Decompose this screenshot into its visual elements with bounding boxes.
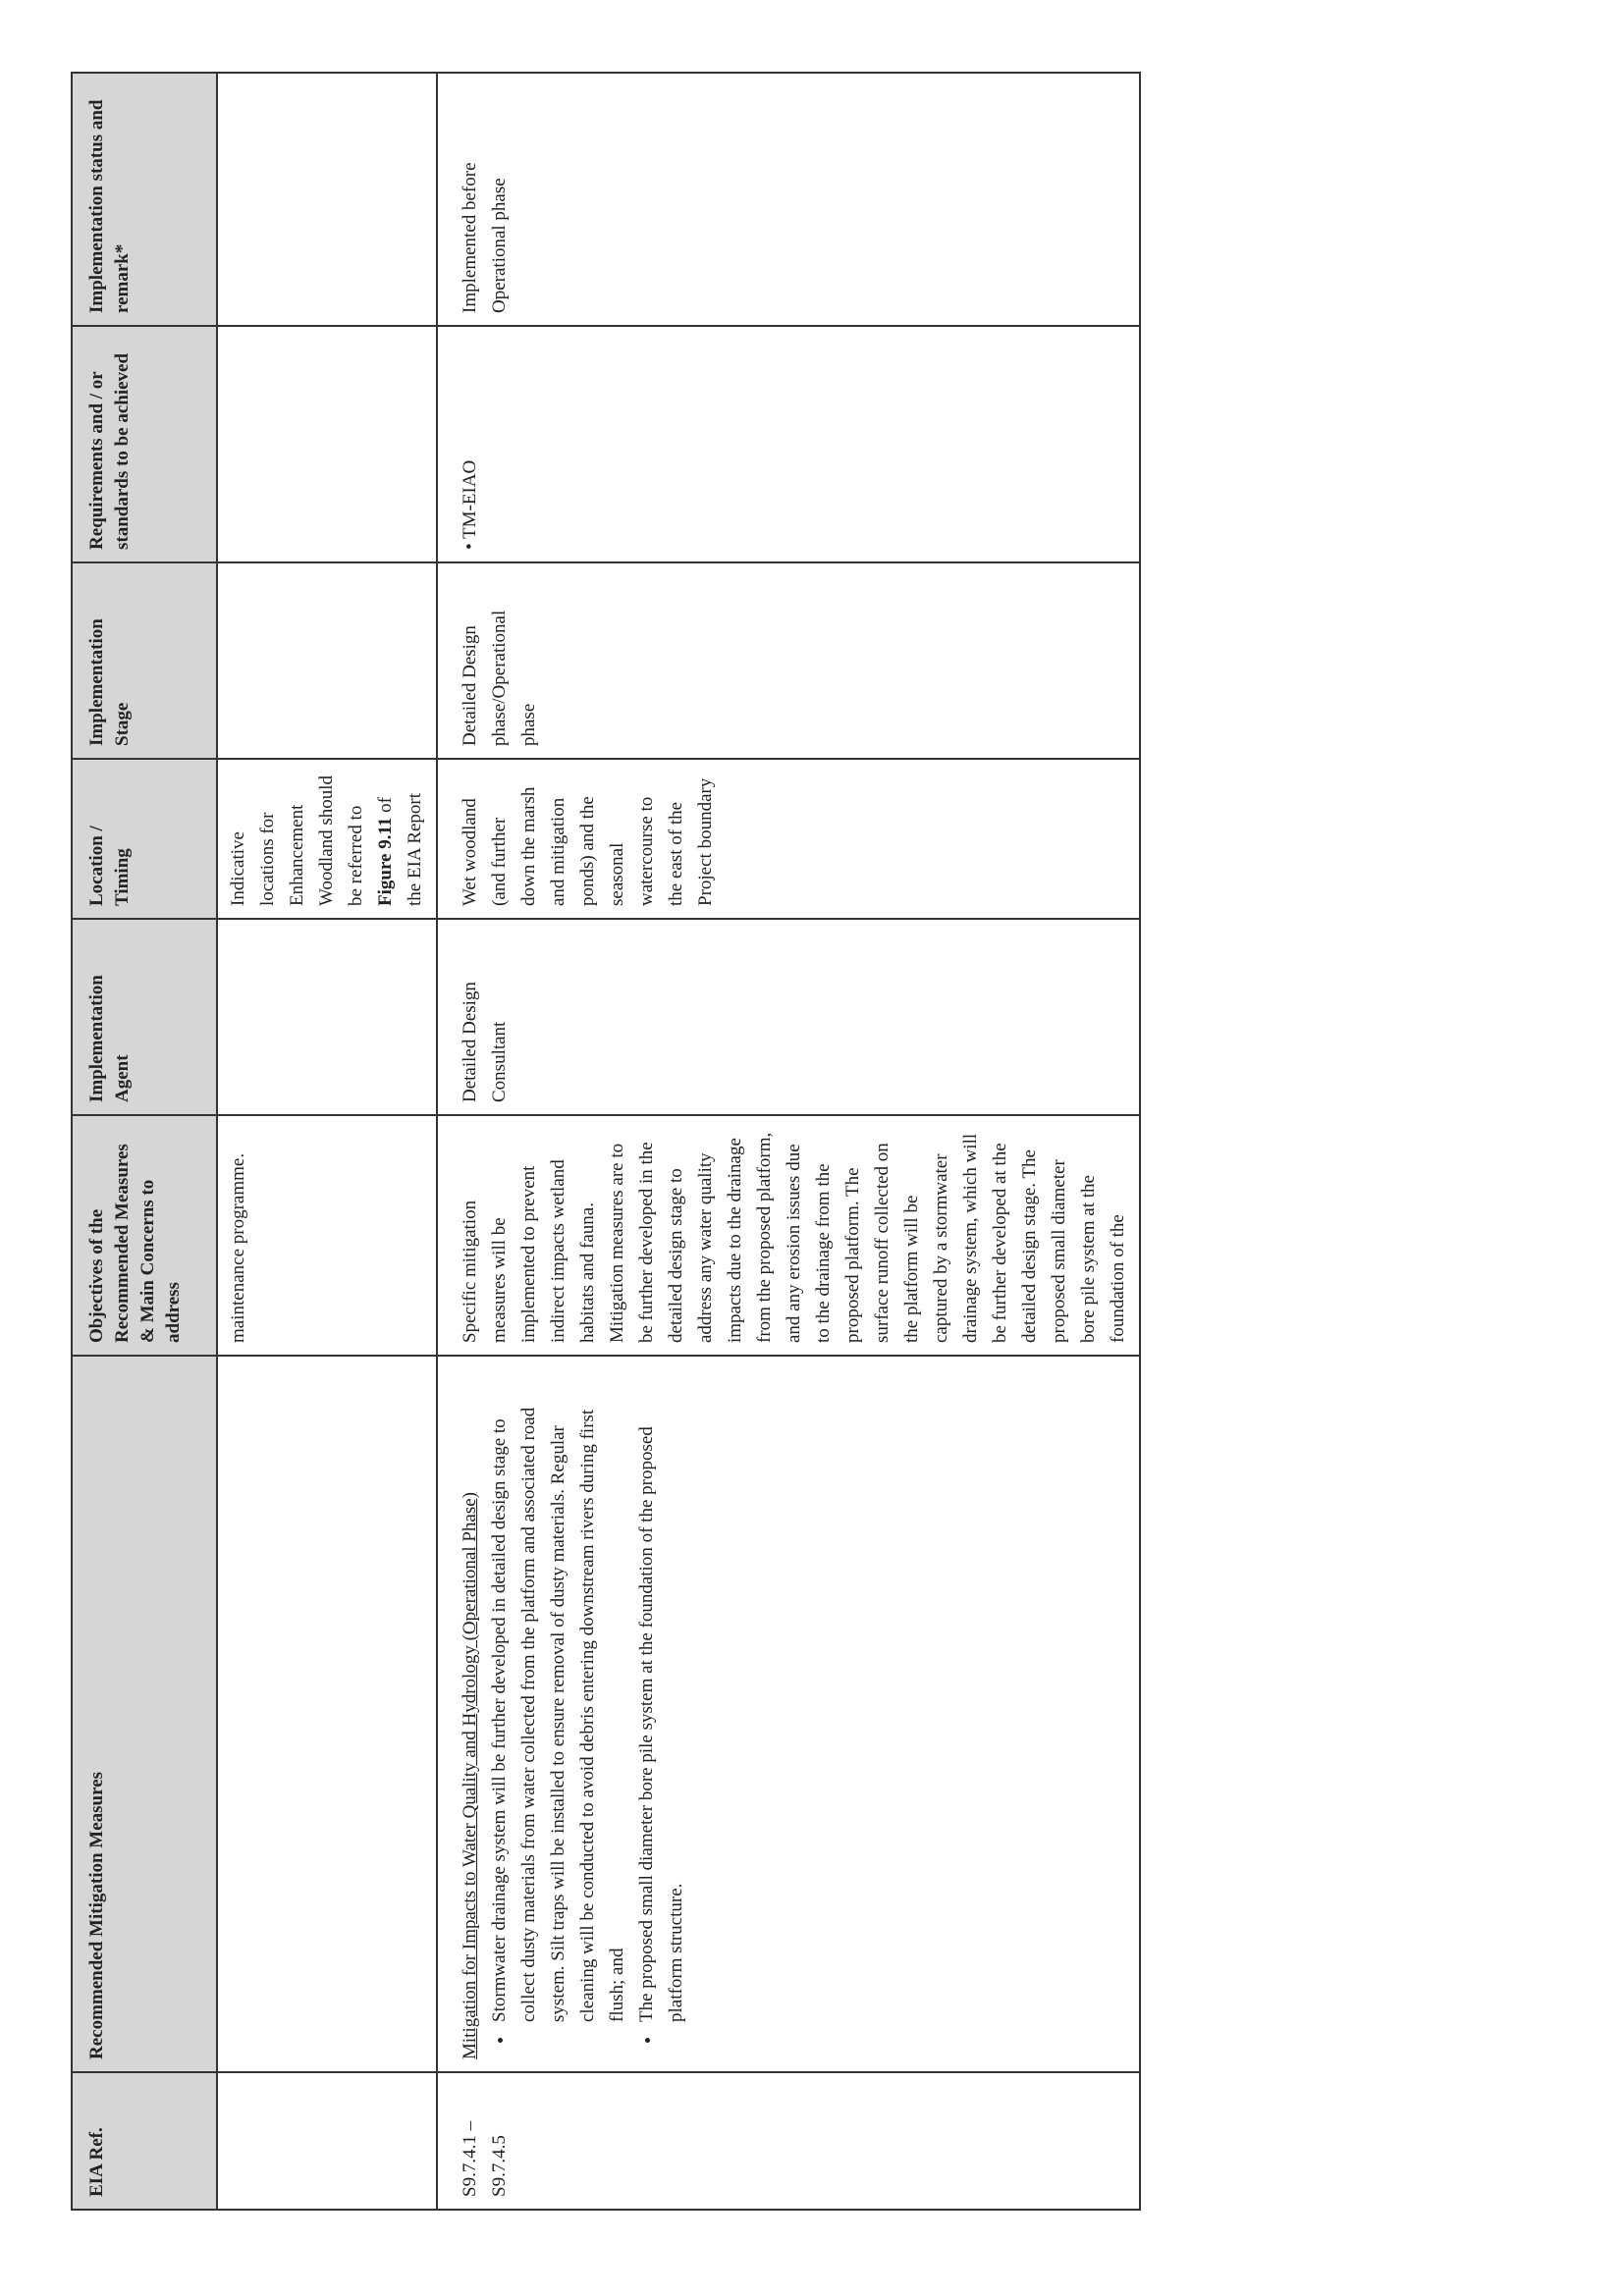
table-row (437, 73, 1140, 2210)
header-measures: Recommended Mitigation Measures (72, 1356, 217, 2072)
cell-requirements (217, 326, 437, 562)
cell-eia-ref: S9.7.4.1 – S9.7.4.5 (437, 2072, 1140, 2210)
list-item: • Stormwater drainage system will be further developed in detailed design stage to collect dusty materials from water collected from the platform and associated road system. Silt traps will be installed to ensure removal of dusty materials. Regular cleaning will be conducted to avoid debris entering downstream rivers during first flush; and (485, 1368, 632, 2026)
mitigation-measures-table (71, 72, 1141, 2211)
cell-status (217, 73, 437, 326)
list-item: • The proposed small diameter bore pile system at the foundation of the proposed platform structure. (632, 1368, 691, 2026)
measures-title: Mitigation for Impacts to Water Quality and Hydrology (Operational Phase) (460, 1491, 480, 2059)
location-text-end: of the EIA Report (375, 792, 425, 906)
cell-measures (437, 1356, 1140, 2072)
cell-location (217, 759, 437, 919)
header-status: Implementation status and remark* (72, 73, 217, 326)
measures-list (485, 1368, 691, 2059)
header-requirements: Requirements and / or standards to be achieved (72, 326, 217, 562)
cell-location: Wet woodland (and further down the marsh and mitigation ponds) and the seasonal watercourse to the east of the Project boundary (437, 759, 1140, 919)
header-row (72, 73, 217, 2210)
header-objectives: Objectives of the Recommended Measures & Main Concerns to address (72, 1115, 217, 1356)
cell-stage (217, 562, 437, 759)
header-stage: Implementation Stage (72, 562, 217, 759)
header-agent: Implementation Agent (72, 919, 217, 1115)
cell-objectives: maintenance programme. (217, 1115, 437, 1356)
table-row (217, 73, 437, 2210)
figure-reference: Figure 9.11 (375, 817, 396, 906)
cell-requirements: • TM-EIAO (437, 326, 1140, 562)
cell-agent: Detailed Design Consultant (437, 919, 1140, 1115)
cell-agent (217, 919, 437, 1115)
cell-measures (217, 1356, 437, 2072)
header-eia-ref: EIA Ref. (72, 2072, 217, 2210)
location-text: Indicative locations for Enhancement Woodland should be referred to (228, 774, 366, 906)
cell-objectives: Specific mitigation measures will be implemented to prevent indirect impacts wetland habitats and fauna. Mitigation measures are to be further developed in the detailed design stage to address any water quality impacts due to the drainage from the proposed platform, and any erosion issues due to the drainage from the proposed platform. The surface runoff collected on the platform will be captured by a stormwater drainage system, which will be further developed at the detailed design stage. The proposed small diameter bore pile system at the foundation of the (437, 1115, 1140, 1356)
header-location: Location / Timing (72, 759, 217, 919)
cell-status: Implemented before Operational phase (437, 73, 1140, 326)
cell-stage: Detailed Design phase/Operational phase (437, 562, 1140, 759)
cell-eia-ref (217, 2072, 437, 2210)
